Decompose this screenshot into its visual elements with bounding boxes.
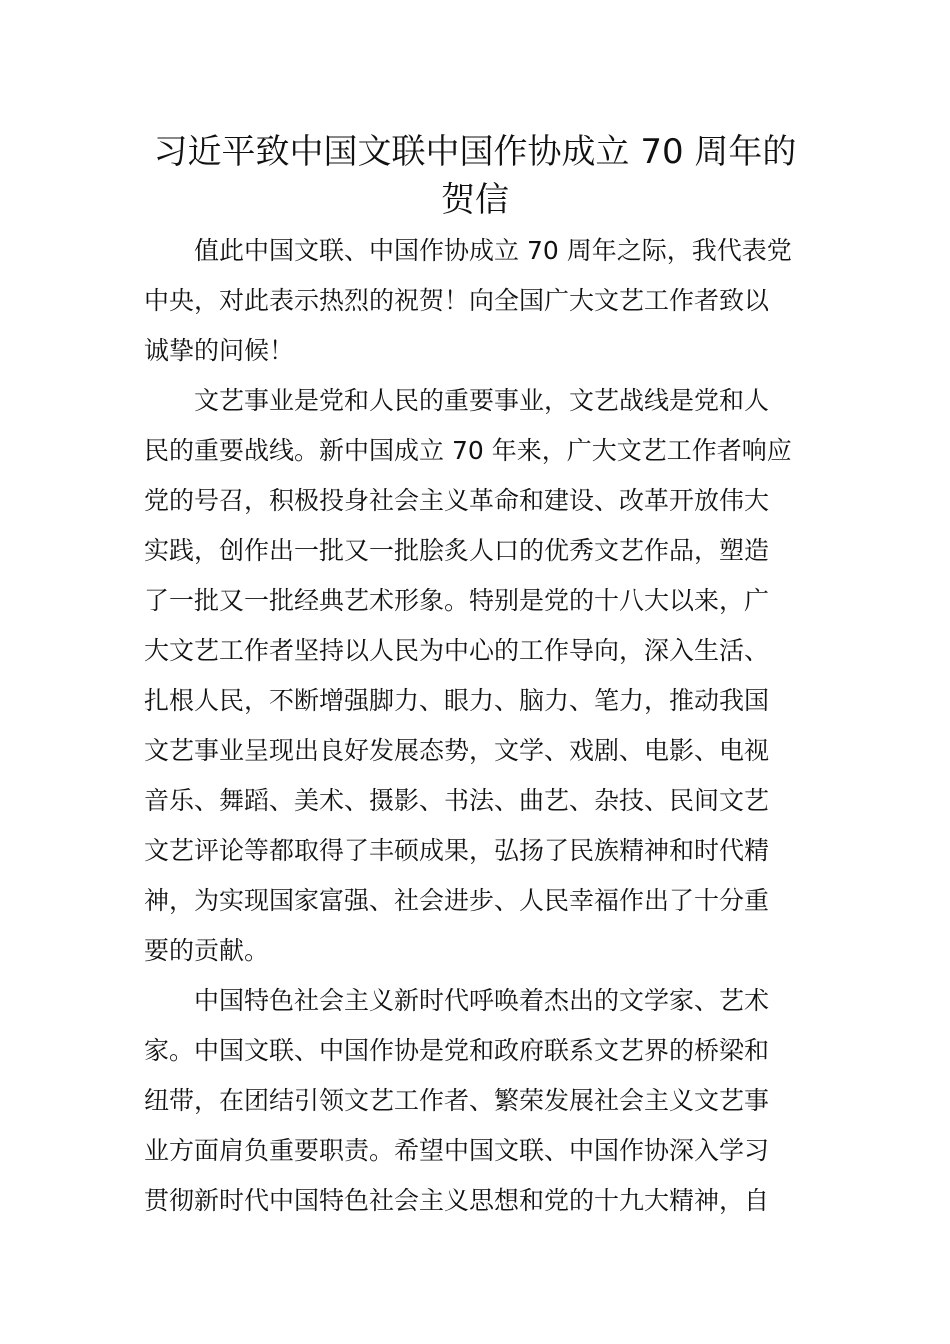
document-body (144, 226, 810, 1226)
text-line: 诚挚的问候！ (144, 336, 295, 365)
text-line: 值此中国文联、中国作协成立 70 周年之际，我代表党 (194, 236, 792, 265)
text-line: 纽带，在团结引领文艺工作者、繁荣发展社会主义文艺事 (144, 1086, 770, 1115)
text-line: 家。中国文联、中国作协是党和政府联系文艺界的桥梁和 (144, 1036, 770, 1065)
title-line: 习近平致中国文联中国作协成立 70 周年的 (153, 132, 797, 172)
text-line: 实践，创作出一批又一批脍炙人口的优秀文艺作品，塑造 (144, 536, 770, 565)
text-line: 贯彻新时代中国特色社会主义思想和党的十九大精神，自 (144, 1186, 770, 1215)
text-line: 中国特色社会主义新时代呼唤着杰出的文学家、艺术 (194, 986, 770, 1015)
text-line: 了一批又一批经典艺术形象。特别是党的十八大以来，广 (144, 586, 770, 615)
text-line: 党的号召，积极投身社会主义革命和建设、改革开放伟大 (144, 486, 770, 515)
text-line: 文艺事业是党和人民的重要事业，文艺战线是党和人 (194, 386, 770, 415)
paragraph (144, 376, 810, 976)
paragraph (144, 976, 810, 1226)
text-line: 大文艺工作者坚持以人民为中心的工作导向，深入生活、 (144, 636, 770, 665)
text-line: 文艺事业呈现出良好发展态势，文学、戏剧、电影、电视 (144, 736, 770, 765)
text-line: 神，为实现国家富强、社会进步、人民幸福作出了十分重 (144, 886, 770, 915)
text-line: 音乐、舞蹈、美术、摄影、书法、曲艺、杂技、民间文艺 (144, 786, 770, 815)
text-line: 要的贡献。 (144, 936, 270, 965)
title-line: 贺信 (441, 180, 509, 220)
text-line: 民的重要战线。新中国成立 70 年来，广大文艺工作者响应 (144, 436, 792, 465)
text-line: 业方面肩负重要职责。希望中国文联、中国作协深入学习 (144, 1136, 770, 1165)
document-title (120, 128, 830, 224)
text-line: 中央，对此表示热烈的祝贺！向全国广大文艺工作者致以 (144, 286, 770, 315)
text-line: 扎根人民，不断增强脚力、眼力、脑力、笔力，推动我国 (144, 686, 770, 715)
paragraph (144, 226, 810, 376)
text-line: 文艺评论等都取得了丰硕成果，弘扬了民族精神和时代精 (144, 836, 770, 865)
